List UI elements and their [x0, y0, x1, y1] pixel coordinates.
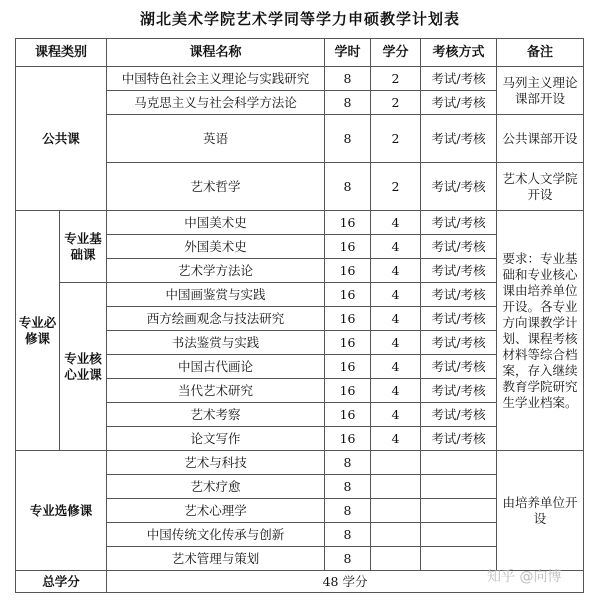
course-exam: 考试/考核	[421, 67, 497, 91]
course-hours: 8	[325, 67, 371, 91]
header-credits: 学分	[371, 39, 421, 67]
header-course: 课程名称	[107, 39, 325, 67]
course-name: 中国传统文化传承与创新	[107, 523, 325, 547]
course-hours: 16	[325, 355, 371, 379]
course-hours: 16	[325, 259, 371, 283]
course-credits: 2	[371, 91, 421, 115]
category-required: 专业必修课	[16, 211, 60, 451]
course-credits: 4	[371, 283, 421, 307]
course-exam	[421, 547, 497, 571]
course-name: 马克思主义与社会科学方法论	[107, 91, 325, 115]
remark-required: 要求：专业基础和专业核心课由培养单位开设。各专业方向课教学计划、课程考核材料等综合档案，存入继续教育学院研究生学业档案。	[497, 211, 584, 451]
course-credits: 4	[371, 259, 421, 283]
course-credits: 4	[371, 379, 421, 403]
course-credits	[371, 547, 421, 571]
course-name: 中国美术史	[107, 211, 325, 235]
header-hours: 学时	[325, 39, 371, 67]
course-name: 中国古代画论	[107, 355, 325, 379]
course-credits: 2	[371, 163, 421, 211]
course-name: 当代艺术研究	[107, 379, 325, 403]
remark-public-dept: 公共课部开设	[497, 115, 584, 163]
course-hours: 16	[325, 403, 371, 427]
total-value: 48 学分	[107, 571, 584, 593]
course-name: 艺术心理学	[107, 499, 325, 523]
watermark: 知乎 @向博	[487, 569, 562, 585]
course-name: 论文写作	[107, 427, 325, 451]
course-credits: 4	[371, 211, 421, 235]
remark-elective: 由培养单位开设	[497, 451, 584, 571]
course-exam: 考试/考核	[421, 91, 497, 115]
course-credits	[371, 451, 421, 475]
course-credits	[371, 499, 421, 523]
course-hours: 8	[325, 91, 371, 115]
course-credits: 4	[371, 355, 421, 379]
teaching-plan-table	[15, 38, 584, 593]
course-hours: 8	[325, 115, 371, 163]
course-exam	[421, 523, 497, 547]
course-hours: 16	[325, 307, 371, 331]
course-name: 中国特色社会主义理论与实践研究	[107, 67, 325, 91]
course-exam: 考试/考核	[421, 331, 497, 355]
course-credits: 4	[371, 235, 421, 259]
category-public: 公共课	[16, 67, 107, 211]
subcategory-core: 专业核心业课	[60, 283, 107, 451]
course-exam	[421, 451, 497, 475]
table-row	[16, 211, 584, 235]
course-name: 中国画鉴赏与实践	[107, 283, 325, 307]
course-hours: 16	[325, 427, 371, 451]
remark-humanities: 艺术人文学院开设	[497, 163, 584, 211]
course-name: 艺术与科技	[107, 451, 325, 475]
course-hours: 8	[325, 499, 371, 523]
course-name: 外国美术史	[107, 235, 325, 259]
table-row	[16, 451, 584, 475]
course-exam: 考试/考核	[421, 163, 497, 211]
course-hours: 16	[325, 283, 371, 307]
course-hours: 8	[325, 451, 371, 475]
course-credits	[371, 475, 421, 499]
course-exam: 考试/考核	[421, 379, 497, 403]
subcategory-foundation: 专业基础课	[60, 211, 107, 283]
course-name: 艺术管理与策划	[107, 547, 325, 571]
course-name: 英语	[107, 115, 325, 163]
course-exam	[421, 499, 497, 523]
course-name: 艺术疗愈	[107, 475, 325, 499]
course-exam: 考试/考核	[421, 259, 497, 283]
course-credits: 4	[371, 331, 421, 355]
course-name: 艺术哲学	[107, 163, 325, 211]
course-exam: 考试/考核	[421, 235, 497, 259]
course-exam	[421, 475, 497, 499]
course-credits: 4	[371, 307, 421, 331]
course-exam: 考试/考核	[421, 115, 497, 163]
course-name: 艺术学方法论	[107, 259, 325, 283]
header-category: 课程类别	[16, 39, 107, 67]
course-exam: 考试/考核	[421, 283, 497, 307]
header-exam: 考核方式	[421, 39, 497, 67]
total-label: 总学分	[16, 571, 107, 593]
course-exam: 考试/考核	[421, 403, 497, 427]
course-credits	[371, 523, 421, 547]
course-exam: 考试/考核	[421, 355, 497, 379]
course-credits: 2	[371, 115, 421, 163]
course-hours: 16	[325, 331, 371, 355]
course-hours: 16	[325, 235, 371, 259]
course-hours: 8	[325, 475, 371, 499]
course-exam: 考试/考核	[421, 427, 497, 451]
course-name: 西方绘画观念与技法研究	[107, 307, 325, 331]
course-hours: 8	[325, 163, 371, 211]
course-credits: 4	[371, 403, 421, 427]
header-row	[16, 39, 584, 67]
course-exam: 考试/考核	[421, 307, 497, 331]
course-hours: 16	[325, 211, 371, 235]
header-remark: 备注	[497, 39, 584, 67]
page-title: 湖北美术学院艺术学同等学力申硕教学计划表	[139, 10, 460, 28]
course-exam: 考试/考核	[421, 211, 497, 235]
course-hours: 8	[325, 523, 371, 547]
course-credits: 4	[371, 427, 421, 451]
course-name: 书法鉴赏与实践	[107, 331, 325, 355]
table-row	[16, 67, 584, 91]
course-hours: 16	[325, 379, 371, 403]
course-hours: 8	[325, 547, 371, 571]
course-credits: 2	[371, 67, 421, 91]
course-name: 艺术考察	[107, 403, 325, 427]
category-elective: 专业选修课	[16, 451, 107, 571]
remark-marxism: 马列主义理论课部开设	[497, 67, 584, 115]
